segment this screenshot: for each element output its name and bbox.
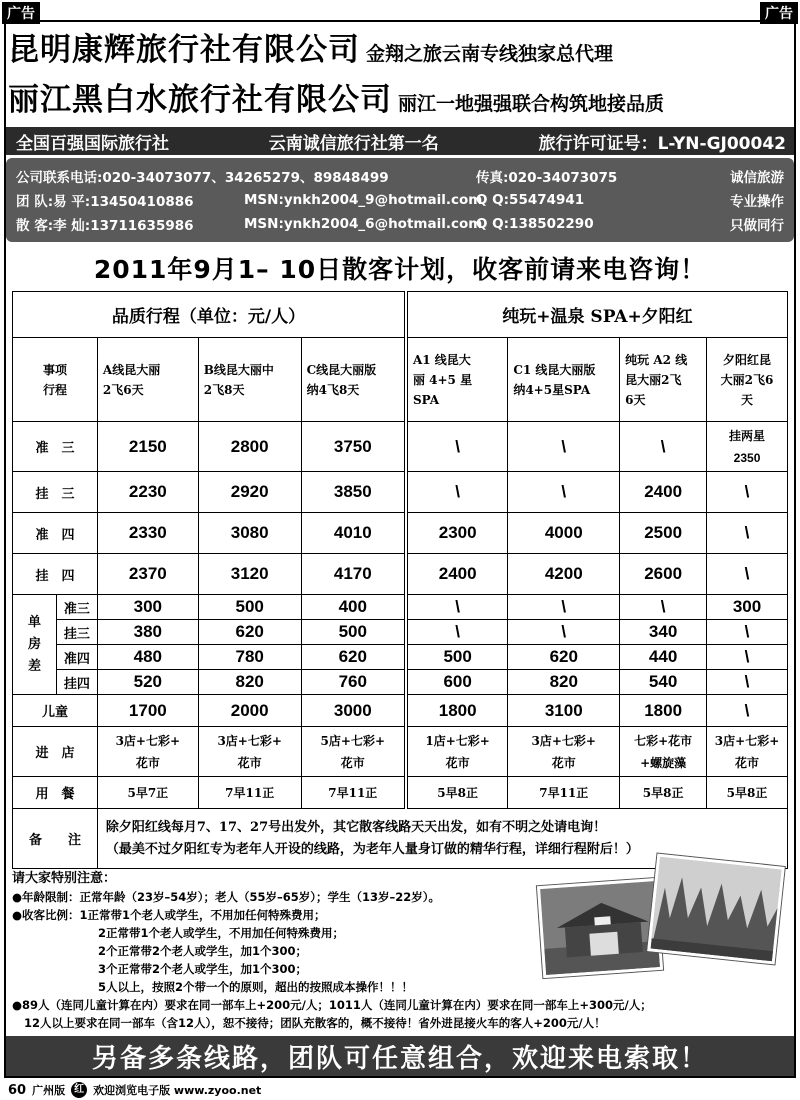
price-cell: 7早11正 [508,777,620,809]
ad-tag-left: 广告 [2,2,40,24]
price-cell: 3000 [301,695,406,727]
table-row [13,620,788,645]
price-cell: 3120 [198,554,301,595]
price-cell: 780 [198,645,301,670]
price-cell: 2000 [198,695,301,727]
price-cell: \ [707,670,788,695]
table-row [13,777,788,809]
team-qq: Q Q:55474941 [476,192,585,208]
bottom-banner: 另备多条线路，团队可任意组合，欢迎来电索取！ [6,1036,794,1076]
company-name-kunming: 昆明康辉旅行社有限公司 [8,32,360,68]
price-cell: 600 [406,670,508,695]
price-cell: 4000 [508,513,620,554]
price-cell: 5早8正 [620,777,707,809]
table-row [13,727,788,777]
price-cell: 540 [620,670,707,695]
scatter-msn: MSN:ynkh2004_6@hotmail.com [244,216,483,232]
price-cell: 1800 [620,695,707,727]
row-label: 挂四 [56,670,97,695]
col-header-a: A线昆大丽 2飞6天 [97,338,198,422]
price-cell: 440 [620,645,707,670]
price-cell: 2300 [406,513,508,554]
col-header-a1: A1 线昆大 丽 4+5 星 SPA [406,338,508,422]
col-header-a2: 纯玩 A2 线 昆大丽2飞 6天 [620,338,707,422]
fax: 传真:020-34073075 [476,170,618,186]
price-cell: 七彩+花市 +螺旋藻 [620,727,707,777]
single-room-supplement-label: 单 房 差 [13,595,57,695]
price-cell: 3店+七彩+ 花市 [707,727,788,777]
price-cell: \ [406,620,508,645]
edition-label: 广州版 [32,1084,66,1097]
price-cell: \ [707,472,788,513]
footer-text: 欢迎浏览电子版 www.zyoo.net [93,1084,262,1097]
notice-ratio-2: 2正常带1个老人或学生，不用加任何特殊费用； [98,926,345,940]
price-cell: 2330 [97,513,198,554]
notice-title: 请大家特别注意： [12,871,117,886]
company-phone: 公司联系电话:020-34073077、34265279、89848499 [16,170,389,186]
motto-trade-only: 只做同行 [730,218,784,234]
price-cell: 3080 [198,513,301,554]
license-number: 旅行许可证号：L-YN-GJ00042 [538,133,786,154]
table-row [13,670,788,695]
slogan-kunming: 金翔之旅云南专线独家总代理 [366,43,614,65]
company-name-lijiang: 丽江黑白水旅行社有限公司 [8,82,392,118]
price-cell: 2600 [620,554,707,595]
scatter-contact: 散 客:李 灿:13711635986 [16,218,194,234]
price-cell: 3店+七彩+ 花市 [97,727,198,777]
notice-ratio-4: 3个正常带2个老人或学生，加1个300； [98,962,308,976]
credential-top100: 全国百强国际旅行社 [16,133,169,154]
contact-panel [6,158,794,242]
price-cell: 3850 [301,472,406,513]
photo-gate [537,878,663,978]
price-cell: 2920 [198,472,301,513]
footer [8,1082,261,1098]
header [8,24,792,126]
price-cell: 500 [198,595,301,620]
remark-line-1: 除夕阳红线每月7、17、27号出发外，其它散客线路天天出发，如有不明之处请电询！ [105,819,607,835]
row-label: 准 四 [13,513,98,554]
price-cell: 3店+七彩+ 花市 [198,727,301,777]
credentials-band [6,127,794,155]
scatter-qq: Q Q:138502290 [476,216,594,232]
row-label: 挂 四 [13,554,98,595]
row-label: 挂三 [56,620,97,645]
table-row [13,695,788,727]
price-cell: 2230 [97,472,198,513]
price-cell: 500 [301,620,406,645]
price-cell: 7早11正 [198,777,301,809]
credential-integrity: 云南诚信旅行社第一名 [268,133,439,154]
notice-ratio: ●收客比例：1正常带1个老人或学生，不用加任何特殊费用； [12,908,326,922]
price-cell: 5早8正 [707,777,788,809]
price-cell: 300 [97,595,198,620]
price-cell: 4170 [301,554,406,595]
price-cell: 4200 [508,554,620,595]
notice-ratio-5: 5人以上，按照2个带一个的原则，超出的按照成本操作！！！ [98,980,414,994]
price-cell: \ [508,620,620,645]
notice-group-2: 12人以上要求在同一部车（含12人），恕不接待；团队充散客的，概不接待！省外进昆接火车的客人+200元/人！ [24,1016,606,1030]
price-cell: 380 [97,620,198,645]
price-cell: \ [406,472,508,513]
price-cell: 820 [198,670,301,695]
price-cell: 1800 [406,695,508,727]
row-label: 挂 三 [13,472,98,513]
price-cell: 520 [97,670,198,695]
notice-age: ●年龄限制：正常年龄（23岁–54岁）；老人（55岁–65岁）；学生（13岁–22岁）。 [12,890,441,904]
price-cell: \ [406,422,508,472]
motto-professional: 专业操作 [730,194,784,210]
price-cell: 400 [301,595,406,620]
price-cell: 3750 [301,422,406,472]
photo-collage [540,860,790,990]
price-cell: \ [620,595,707,620]
price-cell: 340 [620,620,707,645]
price-cell: 3100 [508,695,620,727]
row-label: 准四 [56,645,97,670]
table-row [13,595,788,620]
price-cell: 5早8正 [406,777,508,809]
price-cell: 2400 [406,554,508,595]
price-cell: 2370 [97,554,198,595]
table-row [13,513,788,554]
price-cell: 2800 [198,422,301,472]
price-cell: 7早11正 [301,777,406,809]
price-cell: 300 [707,595,788,620]
col-header-c: C线昆大丽版 纳4飞8天 [301,338,406,422]
col-header-c1: C1 线昆大丽版 纳4+5星SPA [508,338,620,422]
team-contact: 团 队:易 平:13450410886 [16,194,194,210]
price-cell: 500 [406,645,508,670]
price-cell: 620 [508,645,620,670]
col-header-sunset: 夕阳红昆 大丽2飞6 天 [707,338,788,422]
price-cell: 5早7正 [97,777,198,809]
col-header-b: B线昆大丽中 2飞8天 [198,338,301,422]
team-msn: MSN:ynkh2004_9@hotmail.com [244,192,483,208]
price-cell: \ [406,595,508,620]
price-cell: 2400 [620,472,707,513]
notice-ratio-3: 2个正常带2个老人或学生，加1个300； [98,944,308,958]
price-table [12,291,788,869]
price-cell: 820 [508,670,620,695]
row-label: 儿童 [13,695,98,727]
price-cell: \ [707,620,788,645]
row-label: 用 餐 [13,777,98,809]
price-cell: 1700 [97,695,198,727]
price-cell: 5店+七彩+ 花市 [301,727,406,777]
remark-line-2: （最美不过夕阳红专为老年人开设的线路，为老年人量身订做的精华行程，详细行程附后！） [105,841,639,857]
table-row [13,554,788,595]
price-cell: 2150 [97,422,198,472]
price-cell: 760 [301,670,406,695]
table-row [13,422,788,472]
price-cell: \ [508,595,620,620]
slogan-lijiang: 丽江一地强强联合构筑地接品质 [398,93,665,115]
table-row [13,472,788,513]
price-cell: \ [707,645,788,670]
price-cell: \ [620,422,707,472]
price-cell: 620 [301,645,406,670]
row-label: 准 三 [13,422,98,472]
price-cell: \ [508,422,620,472]
item-header: 事项 行程 [13,338,98,422]
notice-group-1: ●89人（连同儿童计算在内）要求在同一部车上+200元/人；1011人（连同儿童计算在内）要求在同一部车上+300元/人； [12,998,652,1012]
motto-integrity: 诚信旅游 [730,170,784,186]
row-label: 进 店 [13,727,98,777]
price-cell: \ [707,554,788,595]
page-number: 60 [8,1082,27,1098]
price-cell: 480 [97,645,198,670]
row-label: 准三 [56,595,97,620]
ad-tag-right: 广告 [760,2,798,24]
price-cell: 1店+七彩+ 花市 [406,727,508,777]
group-header-spa: 纯玩+温泉 SPA+夕阳红 [406,292,788,338]
price-cell: 3店+七彩+ 花市 [508,727,620,777]
publication-logo-icon: 红 [71,1082,87,1098]
group-header-quality: 品质行程（单位：元/人） [13,292,406,338]
price-cell: 4010 [301,513,406,554]
row-label: 备 注 [13,809,98,869]
photo-stone-forest [647,854,785,965]
price-cell: \ [707,513,788,554]
plan-title: 2011年9月1– 10日散客计划，收客前请来电咨询！ [93,255,707,284]
price-cell: 挂两星 2350 [707,422,788,472]
price-cell: \ [508,472,620,513]
price-cell: \ [707,695,788,727]
price-cell: 2500 [620,513,707,554]
price-cell: 620 [198,620,301,645]
table-row [13,645,788,670]
